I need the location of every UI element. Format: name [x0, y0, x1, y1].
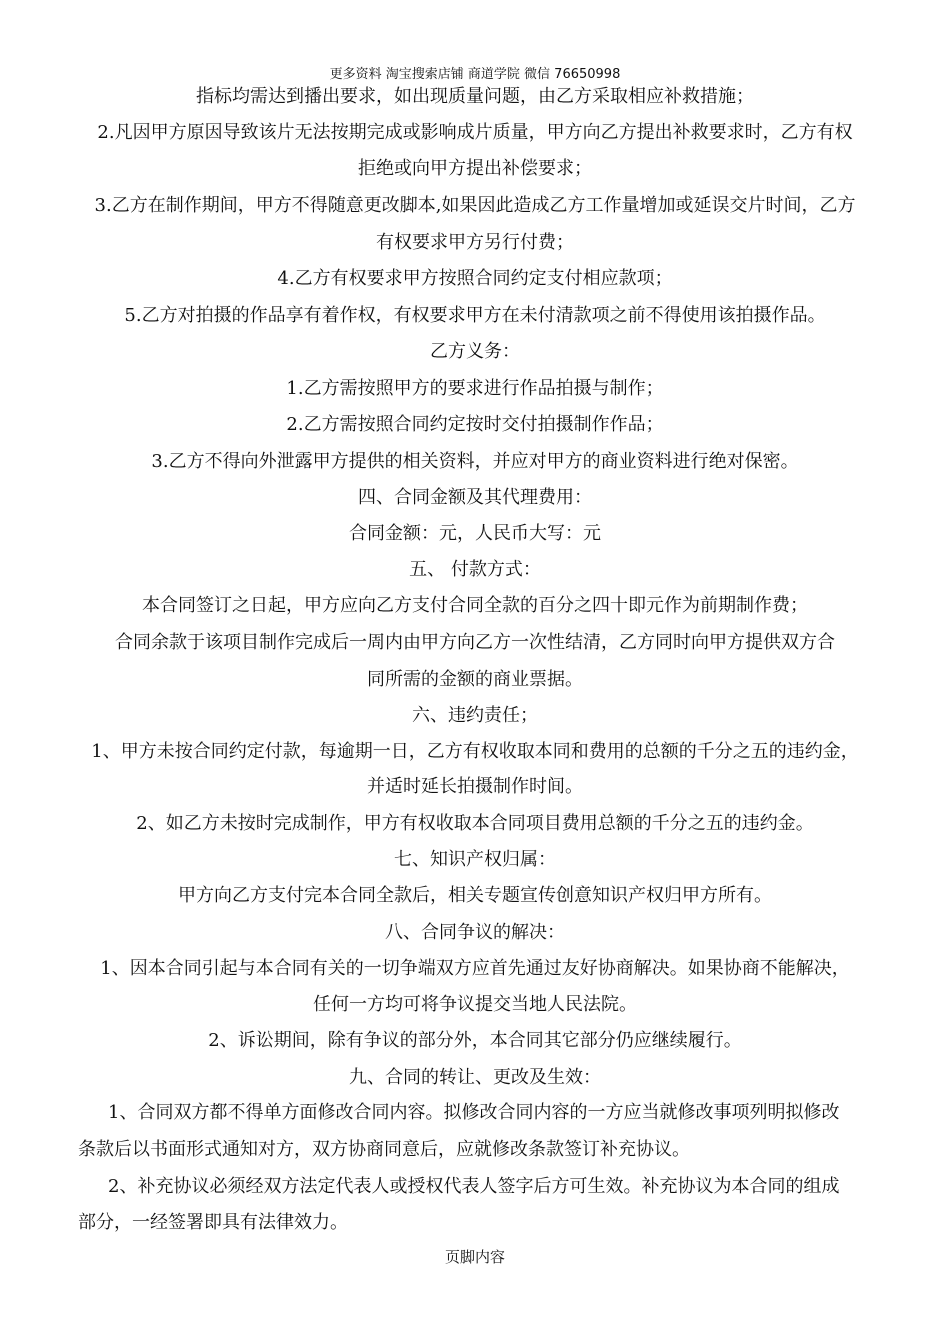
text-line: 并适时延长拍摄制作时间。 [367, 776, 583, 797]
page-footer: 页脚内容 [444, 1248, 505, 1266]
text-line: 同所需的金额的商业票据。 [367, 669, 583, 690]
text-line: 2、如乙方未按时完成制作，甲方有权收取本合同项目费用总额的千分之五的违约金。 [136, 813, 814, 834]
text-line: 4.乙方有权要求甲方按照合同约定支付相应款项； [277, 268, 673, 289]
text-line: 指标均需达到播出要求，如出现质量问题，由乙方采取相应补救措施； [196, 86, 754, 107]
text-line: 四、合同金额及其代理费用： [358, 487, 592, 508]
text-line: 有权要求甲方另行付费； [376, 232, 574, 253]
text-line: 3.乙方不得向外泄露甲方提供的相关资料，并应对甲方的商业资料进行绝对保密。 [151, 451, 799, 472]
text-line: 1、合同双方都不得单方面修改合同内容。拟修改合同内容的一方应当就修改事项列明拟修改 [108, 1102, 840, 1123]
text-line: 九、合同的转让、更改及生效： [349, 1067, 601, 1088]
text-line: 2.乙方需按照合同约定按时交付拍摄制作作品； [286, 414, 664, 435]
text-line: 5.乙方对拍摄的作品享有着作权，有权要求甲方在未付清款项之前不得使用该拍摄作品。 [124, 305, 826, 326]
text-line: 1、因本合同引起与本合同有关的一切争端双方应首先通过友好协商解决。如果协商不能解决， [100, 958, 850, 979]
text-line: 2、补充协议必须经双方法定代表人或授权代表人签字后方可生效。补充协议为本合同的组成 [108, 1176, 840, 1197]
text-line: 拒绝或向甲方提出补偿要求； [358, 158, 592, 179]
text-line: 五、 付款方式： [409, 559, 541, 580]
text-line: 2、诉讼期间，除有争议的部分外，本合同其它部分仍应继续履行。 [208, 1030, 742, 1051]
text-line: 2.凡因甲方原因导致该片无法按期完成或影响成片质量，甲方向乙方提出补救要求时，乙方有权 [97, 122, 853, 143]
text-line: 合同金额：元，人民币大写：元 [349, 523, 601, 544]
text-line: 合同余款于该项目制作完成后一周内由甲方向乙方一次性结清，乙方同时向甲方提供双方合 [115, 632, 835, 653]
text-line: 乙方义务： [430, 341, 520, 362]
text-line: 甲方向乙方支付完本合同全款后，相关专题宣传创意知识产权归甲方所有。 [178, 885, 772, 906]
text-line: 任何一方均可将争议提交当地人民法院。 [313, 994, 637, 1015]
text-line: 1.乙方需按照甲方的要求进行作品拍摄与制作； [286, 378, 664, 399]
text-line: 本合同签订之日起，甲方应向乙方支付合同全款的百分之四十即元作为前期制作费； [142, 595, 808, 616]
text-line: 六、违约责任； [412, 705, 538, 726]
text-line: 1、甲方未按合同约定付款，每逾期一日，乙方有权收取本同和费用的总额的千分之五的违约金， [91, 741, 859, 762]
text-line: 八、合同争议的解决： [385, 922, 565, 943]
header-note: 更多资料 淘宝搜索店铺 商道学院 微信 76650998 [329, 67, 621, 82]
text-line: 七、知识产权归属： [394, 849, 556, 870]
text-line: 条款后以书面形式通知对方，双方协商同意后，应就修改条款签订补充协议。 [78, 1139, 690, 1160]
text-line: 部分，一经签署即具有法律效力。 [78, 1212, 348, 1233]
text-line: 3.乙方在制作期间，甲方不得随意更改脚本,如果因此造成乙方工作量增加或延误交片时间，乙方 [94, 195, 856, 216]
